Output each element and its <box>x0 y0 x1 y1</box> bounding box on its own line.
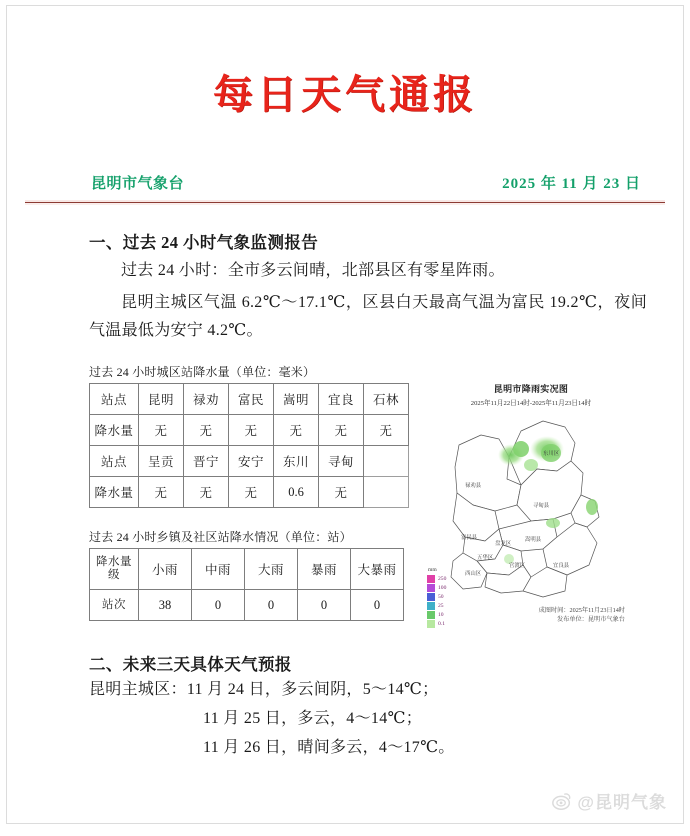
legend-value: 10 <box>438 611 444 618</box>
weather-report-page <box>6 5 684 824</box>
rainfall-legend <box>427 567 457 628</box>
table-cell: 禄劝 <box>184 384 229 415</box>
table-row <box>90 590 404 621</box>
legend-value: 25 <box>438 602 444 609</box>
column-header: 大雨 <box>245 549 298 590</box>
rainfall-map-panel <box>425 378 637 636</box>
forecast-text: 11 月 24 日，多云间阴，5～14℃； <box>186 681 439 698</box>
level-precip-caption: 过去 24 小时乡镇及社区站降水情况（单位：站） <box>89 530 352 544</box>
legend-swatch <box>427 611 435 619</box>
table-cell: 无 <box>364 415 409 446</box>
station-precip-caption: 过去 24 小时城区站降水量（单位：毫米） <box>89 365 316 379</box>
table-header-row <box>90 549 404 590</box>
legend-entry <box>427 592 457 601</box>
level-precip-table <box>89 548 404 621</box>
table-cell-empty <box>364 446 409 477</box>
table-cell: 0 <box>298 590 351 621</box>
legend-entry <box>427 583 457 592</box>
table-cell: 无 <box>139 477 184 508</box>
table-cell: 38 <box>139 590 192 621</box>
map-label-dongchuan: 东川区 <box>543 451 560 457</box>
legend-value: 50 <box>438 593 444 600</box>
row-label: 站点 <box>90 446 139 477</box>
weibo-eye-icon <box>551 790 573 812</box>
row-label: 站次 <box>90 590 139 621</box>
legend-entry <box>427 574 457 583</box>
table-cell: 无 <box>319 415 364 446</box>
map-label-xundian: 寻甸县 <box>533 503 550 509</box>
table-cell: 0 <box>351 590 404 621</box>
map-label-xishan: 西山区 <box>465 571 482 577</box>
rainfall-map-footer <box>539 606 625 624</box>
forecast-line-1 <box>89 675 683 704</box>
map-label-wuhua: 五华区 <box>477 555 494 561</box>
column-header: 降水量级 <box>90 549 139 590</box>
table-row <box>90 477 409 508</box>
row-label: 降水量 <box>90 477 139 508</box>
table-cell: 宜良 <box>319 384 364 415</box>
legend-swatch <box>427 584 435 592</box>
rainfall-map-subtitle: 2025年11月22日14时-2025年11月23日14时 <box>470 400 592 407</box>
section-1-heading: 一、过去 24 小时气象监测报告 <box>89 233 319 252</box>
column-header: 暴雨 <box>298 549 351 590</box>
map-label-fumin: 富民县 <box>461 535 478 541</box>
table-cell: 无 <box>319 477 364 508</box>
rainfall-map-title: 昆明市降雨实况图 <box>493 384 569 394</box>
table-cell: 富民 <box>229 384 274 415</box>
legend-entry <box>427 619 457 628</box>
table-cell: 晋宁 <box>184 446 229 477</box>
map-label-yiliang: 宜良县 <box>553 563 570 569</box>
table-cell-empty <box>364 477 409 508</box>
table-cell: 昆明 <box>139 384 184 415</box>
table-cell: 安宁 <box>229 446 274 477</box>
table-row <box>90 384 409 415</box>
legend-swatch <box>427 575 435 583</box>
table-cell: 石林 <box>364 384 409 415</box>
table-cell: 无 <box>229 477 274 508</box>
table-cell: 寻甸 <box>319 446 364 477</box>
column-header: 中雨 <box>192 549 245 590</box>
legend-value: 250 <box>438 575 447 582</box>
legend-swatch <box>427 602 435 610</box>
section-1-paragraph-1: 过去 24 小时：全市多云间晴，北部县区有零星阵雨。 <box>121 262 505 279</box>
legend-value: 100 <box>438 584 447 591</box>
row-label: 降水量 <box>90 415 139 446</box>
table-cell: 无 <box>274 415 319 446</box>
header-divider <box>25 202 665 203</box>
legend-swatch <box>427 593 435 601</box>
map-label-guandu: 官渡区 <box>509 563 526 569</box>
issue-date: 2025 年 11 月 23 日 <box>502 176 641 192</box>
table-cell: 呈贡 <box>139 446 184 477</box>
weibo-watermark <box>551 788 667 813</box>
forecast-area-label: 昆明主城区： <box>89 681 187 698</box>
legend-entry <box>427 610 457 619</box>
document-meta <box>91 172 641 193</box>
table-cell: 0.6 <box>274 477 319 508</box>
forecast-line-2: 11 月 25 日，多云，4～14℃； <box>203 710 423 727</box>
map-issuer: 发布单位：昆明市气象台 <box>556 616 625 623</box>
map-label-songming: 嵩明县 <box>525 537 542 543</box>
table-cell: 0 <box>192 590 245 621</box>
station-precip-table <box>89 383 409 508</box>
column-header: 大暴雨 <box>351 549 404 590</box>
map-label-panlong: 盘龙区 <box>495 541 512 547</box>
table-cell: 嵩明 <box>274 384 319 415</box>
page-title: 每日天气通报 <box>213 72 477 117</box>
section-1-paragraph-2: 昆明主城区气温 6.2℃～17.1℃，区县白天最高气温为富民 19.2℃，夜间气温最低为安宁 4.2℃。 <box>89 294 647 339</box>
map-label-luquan: 禄劝县 <box>465 483 482 489</box>
table-row <box>90 415 409 446</box>
legend-unit: mm <box>428 567 437 573</box>
row-label: 站点 <box>90 384 139 415</box>
watermark-text: @昆明气象 <box>577 793 667 812</box>
table-cell: 东川 <box>274 446 319 477</box>
table-cell: 无 <box>229 415 274 446</box>
section-2-heading: 二、未来三天具体天气预报 <box>89 655 292 674</box>
table-cell: 0 <box>245 590 298 621</box>
legend-value: 0.1 <box>438 620 445 627</box>
table-cell: 无 <box>139 415 184 446</box>
table-row <box>90 446 409 477</box>
column-header: 小雨 <box>139 549 192 590</box>
legend-swatch <box>427 620 435 628</box>
table-cell: 无 <box>184 415 229 446</box>
forecast-line-3: 11 月 26 日，晴间多云，4～17℃。 <box>203 739 455 756</box>
map-generated-time: 成图时间：2025年11月23日14时 <box>538 607 625 614</box>
legend-entry <box>427 601 457 610</box>
issuer-label: 昆明市气象台 <box>91 176 185 192</box>
table-cell: 无 <box>184 477 229 508</box>
